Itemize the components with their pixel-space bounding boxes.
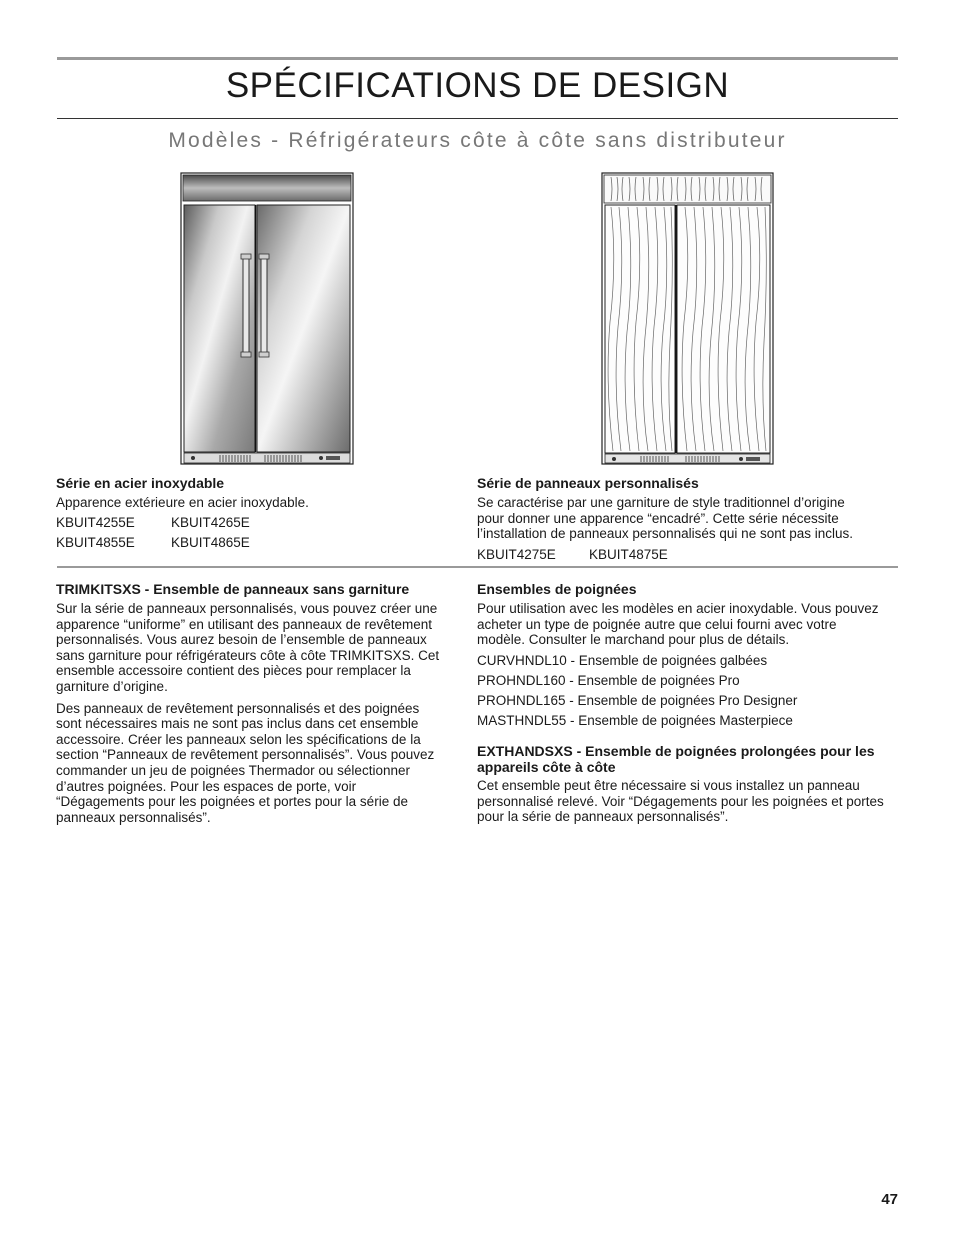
handle-kit-item: PROHNDL160 - Ensemble de poignées Pro xyxy=(477,672,740,688)
panel-refrigerator-illustration xyxy=(601,172,774,466)
trimkit-paragraph-1 xyxy=(56,601,461,695)
text-line: section “Panneaux de revêtement personnalisés”. Vous pouvez xyxy=(56,747,435,763)
stainless-series-section xyxy=(56,475,456,554)
text-line: Cet ensemble peut être nécessaire si vous installez un panneau xyxy=(477,778,860,793)
text-line: ensemble accessoire contient des pièces pour remplacer la xyxy=(56,663,411,679)
text-line: garniture d’origine. xyxy=(56,678,168,694)
panel-series-section xyxy=(477,475,898,566)
text-line: panneaux personnalisés”. xyxy=(56,809,211,825)
model-row xyxy=(477,547,898,563)
exthand-paragraph xyxy=(477,778,898,825)
heading-line: EXTHANDSXS - Ensemble de poignées prolongées pour les xyxy=(477,743,875,759)
handle-kit-item: CURVHNDL10 - Ensemble de poignées galbées xyxy=(477,652,768,668)
title-rule xyxy=(57,118,898,119)
text-line: Pour utilisation avec les modèles en acier inoxydable. Vous pouvez xyxy=(477,601,879,616)
model-number: KBUIT4275E xyxy=(477,546,556,562)
handle-kit-item: MASTHNDL55 - Ensemble de poignées Masterpiece xyxy=(477,713,793,729)
text-line: Des panneaux de revêtement personnalisés et des poignées xyxy=(56,700,420,716)
model-number: KBUIT4265E xyxy=(171,515,250,531)
text-line: pour donner une apparence “encadré”. Cette série nécessite xyxy=(477,510,839,526)
model-row xyxy=(56,515,456,531)
text-line: l’installation de panneaux personnalisés qui ne sont pas inclus. xyxy=(477,526,853,542)
handle-kits-heading: Ensembles de poignées xyxy=(477,581,637,597)
stainless-series-description: Apparence extérieure en acier inoxydable. xyxy=(56,495,309,510)
exthand-heading xyxy=(477,743,898,775)
model-number: KBUIT4255E xyxy=(56,515,135,531)
text-line: acheter un type de poignée autre que celui fourni avec votre xyxy=(477,616,837,632)
text-line: sans garniture pour réfrigérateurs côte à côte TRIMKITSXS. Cet xyxy=(56,647,440,663)
page-title: SPÉCIFICATIONS DE DESIGN xyxy=(225,66,730,105)
trimkit-paragraph-2 xyxy=(56,701,461,826)
panel-series-description xyxy=(477,495,898,542)
text-line: accessoire. Créer les panneaux selon les spécifications de la xyxy=(56,731,421,747)
text-line: personnalisé relevé. Voir “Dégagements pour les poignées et portes xyxy=(477,793,884,809)
text-line: “Dégagements pour les poignées et portes pour la série de xyxy=(56,794,408,810)
panel-series-heading: Série de panneaux personnalisés xyxy=(477,475,699,491)
heading-line: appareils côte à côte xyxy=(477,759,616,775)
model-number: KBUIT4865E xyxy=(171,534,250,550)
stainless-series-heading: Série en acier inoxydable xyxy=(56,475,225,491)
handle-kits-section xyxy=(477,581,898,733)
model-number: KBUIT4855E xyxy=(56,534,135,550)
text-line: sont nécessaires mais ne sont pas inclus dans cet ensemble xyxy=(56,716,419,732)
text-line: commander un jeu de poignées Thermador ou sélectionner xyxy=(56,762,410,778)
section-divider xyxy=(57,566,898,568)
text-line: Se caractérise par une garniture de style traditionnel d’origine xyxy=(477,495,845,510)
page-subtitle: Modèles - Réfrigérateurs côte à côte sans distributeur xyxy=(168,129,787,152)
stainless-refrigerator-illustration xyxy=(180,172,354,466)
top-rule xyxy=(57,57,898,60)
text-line: Sur la série de panneaux personnalisés, vous pouvez créer une xyxy=(56,601,438,616)
text-line: personnalisés. Vous aurez besoin de l’ensemble de panneaux xyxy=(56,632,427,648)
trimkit-heading: TRIMKITSXS - Ensemble de panneaux sans garniture xyxy=(56,581,410,597)
handle-kit-item: PROHNDL165 - Ensemble de poignées Pro Designer xyxy=(477,692,798,708)
page-number: 47 xyxy=(881,1191,898,1208)
text-line: d’autres poignées. Pour les espaces de porte, voir xyxy=(56,778,357,794)
trimkit-section xyxy=(56,581,461,831)
model-number: KBUIT4875E xyxy=(589,546,668,562)
text-line: apparence “uniforme” en utilisant des panneaux de revêtement xyxy=(56,616,432,632)
model-row xyxy=(56,535,456,551)
handle-kits-intro xyxy=(477,601,898,648)
text-line: pour la série de panneaux personnalisés”. xyxy=(477,809,729,825)
text-line: modèle. Consulter le marchand pour plus de détails. xyxy=(477,632,790,648)
exthand-section xyxy=(477,743,898,831)
